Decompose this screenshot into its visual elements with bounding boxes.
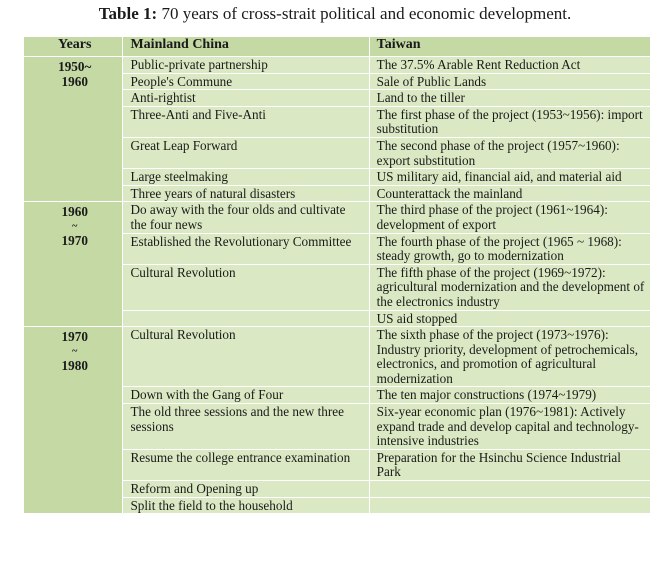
taiwan-cell: The fourth phase of the project (1965 ~ 1968): steady growth, go to modernization [369,233,650,264]
taiwan-cell: The first phase of the project (1953~1956): import substitution [369,106,650,137]
taiwan-cell: The sixth phase of the project (1973~1976): Industry priority, development of petrochemicals, electronics, and promotion of agricultural modernization [369,327,650,387]
years-header: Years [24,37,123,57]
mainland-cell: Large steelmaking [123,169,369,186]
mainland-cell: The old three sessions and the new three sessions [123,404,369,450]
caption-label: Table 1: [98,4,158,23]
taiwan-cell: The 37.5% Arable Rent Reduction Act [369,57,650,74]
taiwan-cell: US aid stopped [369,310,650,327]
taiwan-header: Taiwan [369,37,650,57]
mainland-cell: Do away with the four olds and cultivate the four news [123,202,369,233]
mainland-cell: Anti-rightist [123,90,369,107]
mainland-cell: Resume the college entrance examination [123,449,369,480]
taiwan-cell [369,497,650,514]
caption-text: 70 years of cross-strait political and economic development. [157,4,572,23]
mainland-cell: Down with the Gang of Four [123,387,369,404]
mainland-cell: Reform and Opening up [123,481,369,498]
mainland-cell: Public-private partnership [123,57,369,74]
mainland-cell: Established the Revolutionary Committee [123,233,369,264]
mainland-cell [123,310,369,327]
years-cell-1950: 1950~ 1960 [24,57,123,202]
taiwan-cell: The second phase of the project (1957~1960): export substitution [369,137,650,168]
taiwan-cell: The ten major constructions (1974~1979) [369,387,650,404]
table-row [24,202,651,233]
mainland-cell: Split the field to the household [123,497,369,514]
mainland-cell: Cultural Revolution [123,327,369,387]
mainland-cell: Three years of natural disasters [123,185,369,202]
mainland-cell: Three-Anti and Five-Anti [123,106,369,137]
header-row [24,37,651,57]
taiwan-cell: Counterattack the mainland [369,185,650,202]
table-row [24,57,651,74]
taiwan-cell: Sale of Public Lands [369,73,650,90]
taiwan-cell [369,481,650,498]
taiwan-cell: US military aid, financial aid, and material aid [369,169,650,186]
taiwan-cell: The fifth phase of the project (1969~1972): agricultural modernization and the development of the electronics industry [369,264,650,310]
years-cell-1970: 1970 ~ 1980 [24,327,123,514]
taiwan-cell: Six-year economic plan (1976~1981): Actively expand trade and develop capital and technology-intensive industries [369,404,650,450]
table-caption [0,4,670,24]
taiwan-cell: Preparation for the Hsinchu Science Industrial Park [369,449,650,480]
years-cell-1960: 1960 ~ 1970 [24,202,123,327]
history-table [23,36,651,514]
mainland-cell: People's Commune [123,73,369,90]
mainland-header: Mainland China [123,37,369,57]
taiwan-cell: Land to the tiller [369,90,650,107]
mainland-cell: Cultural Revolution [123,264,369,310]
taiwan-cell: The third phase of the project (1961~1964): development of export [369,202,650,233]
table-row [24,327,651,387]
mainland-cell: Great Leap Forward [123,137,369,168]
